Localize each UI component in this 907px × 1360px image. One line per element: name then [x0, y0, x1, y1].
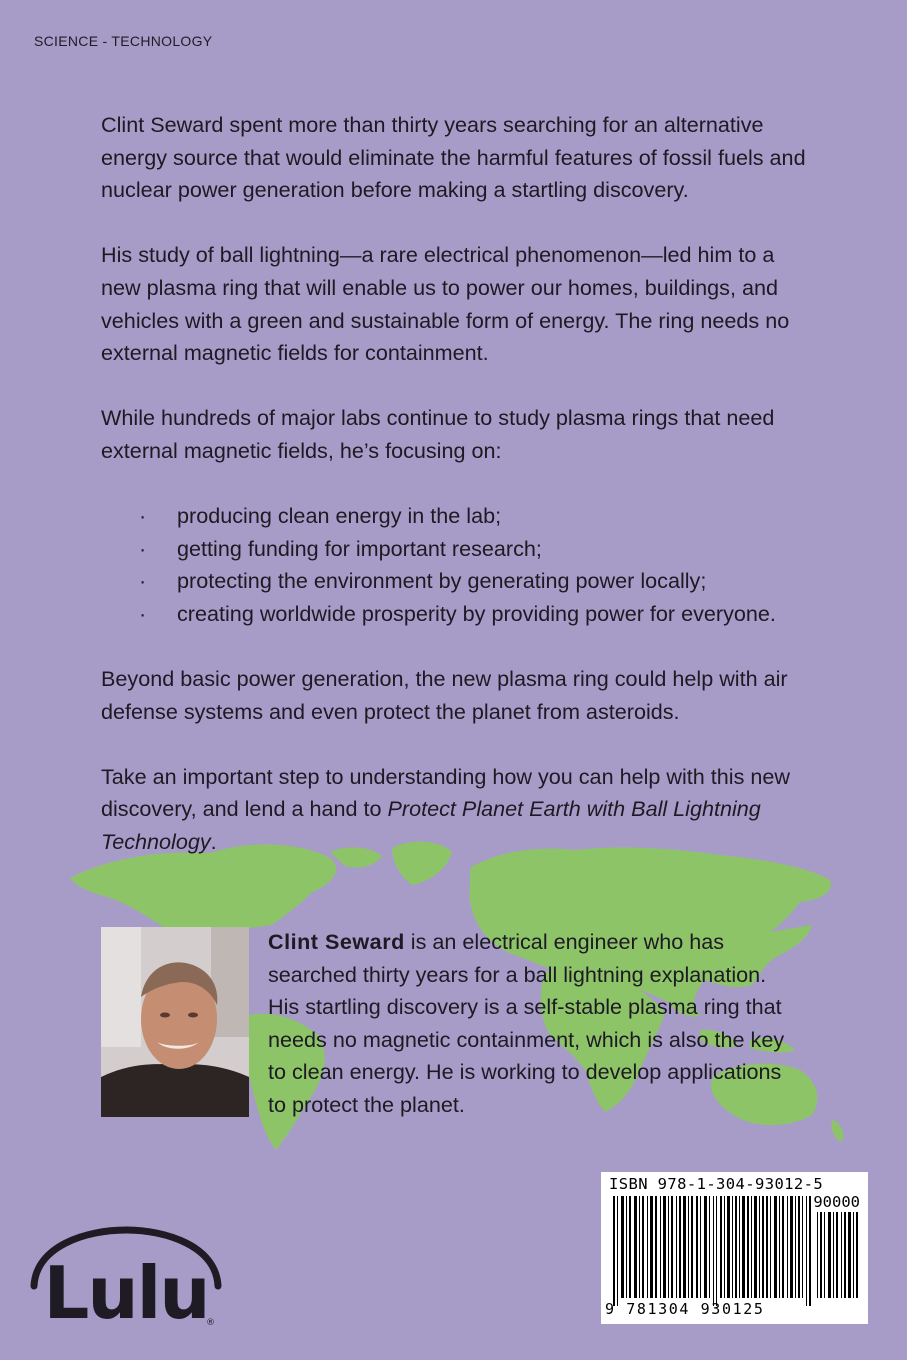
bullet-icon: · — [139, 503, 147, 529]
list-item-text: getting funding for important research; — [177, 535, 542, 561]
price-code: 90000 — [813, 1193, 860, 1211]
author-bio-text: is an electrical engineer who has searched thirty years for a ball lightning explanation. His startling discovery is a self-stable plasma ring that needs no magnetic containment, which is also the key to clean energy. He is working to develop applications to protect the planet. — [268, 929, 785, 1117]
blurb-paragraph-4: Beyond basic power generation, the new plasma ring could help with air defense systems and even protect the planet from asteroids. — [101, 666, 788, 724]
author-bio — [268, 926, 802, 1122]
book-title: Protect Planet Earth with Ball Lightning Technology — [101, 796, 761, 855]
blurb-paragraph-3: While hundreds of major labs continue to study plasma rings that need external magnetic fields, he’s focusing on: — [101, 405, 775, 463]
list-item — [101, 533, 811, 566]
isbn-barcode — [601, 1172, 868, 1324]
blurb-paragraph-5-end: . — [210, 829, 217, 855]
publisher-logo — [26, 1226, 226, 1337]
bullet-icon: · — [139, 568, 147, 594]
blurb-paragraph-1: Clint Seward spent more than thirty years searching for an alternative energy source that would eliminate the harmful features of fossil fuels and nuclear power generation before making a startling discovery. — [101, 112, 806, 203]
blurb-paragraph-5-start: Take an important step to understanding how you can help with this new discovery, and lend a hand to — [101, 763, 791, 822]
publisher-name: Lulu — [43, 1251, 209, 1332]
category-label: SCIENCE - TECHNOLOGY — [34, 33, 213, 49]
list-item-text: producing clean energy in the lab; — [177, 503, 502, 529]
barcode-digits: 9 781304 930125 — [605, 1300, 765, 1318]
author-name: Clint Seward — [268, 929, 405, 954]
list-item-text: creating worldwide prosperity by providing power for everyone. — [177, 600, 776, 626]
bullet-icon: · — [139, 535, 147, 561]
isbn-number: ISBN 978-1-304-93012-5 — [609, 1175, 824, 1193]
list-item — [101, 598, 811, 631]
blurb-paragraph-5 — [101, 761, 811, 859]
list-item — [101, 565, 811, 598]
list-item-text: protecting the environment by generating power locally; — [177, 568, 707, 594]
blurb-paragraph-2: His study of ball lightning—a rare electrical phenomenon—led him to a new plasma ring that will enable us to power our homes, buildings, and vehicles with a green and sustainable form of energy. The ring needs no external magnetic fields for containment. — [101, 242, 790, 366]
trademark-symbol: ® — [206, 1318, 215, 1328]
focus-list — [101, 500, 811, 630]
back-cover-blurb — [101, 109, 811, 891]
bullet-icon: · — [139, 600, 147, 626]
author-photo — [101, 927, 249, 1117]
list-item — [101, 500, 811, 533]
